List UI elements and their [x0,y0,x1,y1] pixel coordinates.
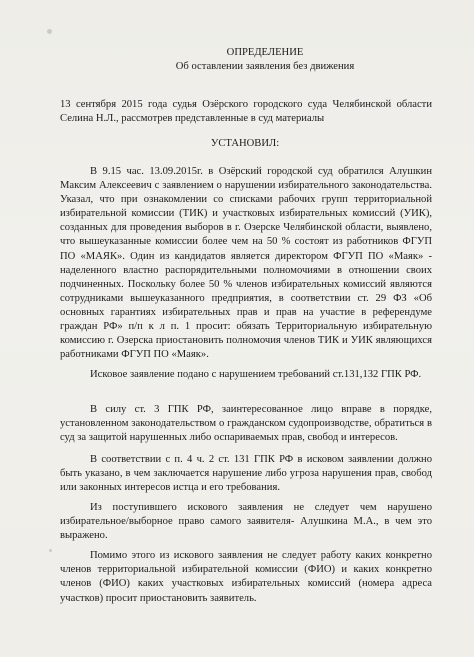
intro-paragraph: 13 сентября 2015 года судья Озёрского городского суда Челябинской области Селина Н.Л., рассмотрев представленные в суд материалы [60,99,432,125]
paragraph-claim: В 9.15 час. 13.09.2015г. в Озёрский городской суд обратился Алушкин Максим Алексеевич с заявлением о нарушении избирательного законодательства. Указал, что при ознакомлении со списками рабочих групп территориальной избирательной комиссии (ТИК) и участковых избирательных комиссий (УИК), созданных для проведения выборов в г. Озерске Челябинской области, выявлено, что вышеуказанные комиссии более чем на 50 % состоят из работников ФГУП ПО «МАЯК». Один из кандидатов является директором ФГУП ПО «Маяк» - наделенного властно распорядительными полномочиями в отношении своих подчиненных. Поскольку более 50 % членов избирательных комиссий являются сотрудниками вышеуказанного предприятия, в соответствии ст. 29 ФЗ «Об основных гарантиях избирательных прав и прав на участие в референдуме граждан РФ» п/п к л п. 1 просит: обязать Территориальную избирательную комиссию г. Озерска приостановить полномочия членов ТИК и УИК являющихся работниками ФГУП ПО «Маяк». [60,166,432,361]
paragraph-article-3: В силу ст. 3 ГПК РФ, заинтересованное лицо вправе в порядке, установленном законодательством о гражданском судопроизводстве, обратиться в суд за защитой нарушенных либо оспариваемых прав, свобод и интересов. [60,404,432,444]
document-subtitle: Об оставлении заявления без движения [175,61,355,72]
paragraph-members: Помимо этого из искового заявления не следует работу каких конкретно членов территориальной избирательной комиссии (ФИО) и каких конкретно членов (ФИО) каких участковых избирательных комиссий (номера адреса участков) просит приостановить заявитель. [60,550,432,604]
paragraph-violation: Исковое заявление подано с нарушением требований ст.131,132 ГПК РФ. [90,369,422,380]
paragraph-no-violation: Из поступившего искового заявления не следует чем нарушено избирательное/выборное право самого заявителя- Алушкина М.А., в чем это выражено. [60,502,432,542]
section-heading: УСТАНОВИЛ: [210,138,280,149]
scan-speck [49,549,52,552]
document-title: ОПРЕДЕЛЕНИЕ [226,47,304,58]
scan-speck [47,29,52,34]
paragraph-article-131: В соответствии с п. 4 ч. 2 ст. 131 ГПК РФ в исковом заявлении должно быть указано, в чем заключается нарушение либо угроза нарушения прав, свобод или законных интересов истца и его требования. [60,454,432,494]
